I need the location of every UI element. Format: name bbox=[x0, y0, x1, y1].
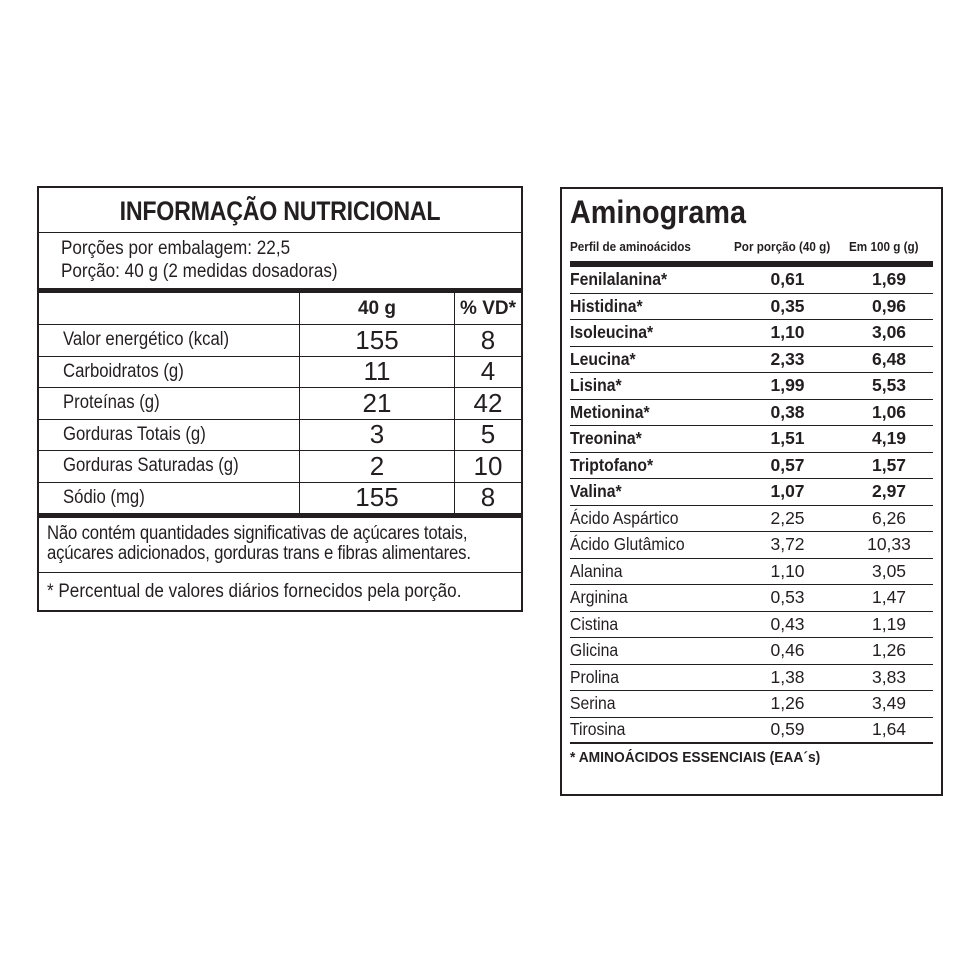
amino-name-text: Prolina bbox=[570, 666, 620, 687]
amino-name bbox=[570, 693, 730, 714]
table-row bbox=[570, 665, 933, 692]
nutrient-label-text: Proteínas (g) bbox=[63, 392, 160, 414]
amino-name-text: Metionina* bbox=[570, 401, 650, 422]
amino-name bbox=[570, 508, 730, 529]
amino-portion: 0,38 bbox=[770, 401, 805, 422]
amino-portion: 2,25 bbox=[770, 507, 805, 528]
amino-name-text: Leucina* bbox=[570, 348, 636, 369]
nutrition-header-row bbox=[39, 293, 521, 325]
nutrition-rows bbox=[39, 325, 521, 518]
amino-portion: 1,99 bbox=[770, 375, 805, 396]
nutrition-title: INFORMAÇÃO NUTRICIONAL bbox=[119, 196, 441, 226]
nutrition-note bbox=[39, 518, 521, 573]
nutrient-label bbox=[39, 420, 300, 451]
amino-name-text: Valina* bbox=[570, 481, 622, 502]
amino-per100: 10,33 bbox=[867, 534, 911, 555]
amino-name bbox=[570, 402, 730, 423]
amino-name-text: Ácido Aspártico bbox=[570, 507, 679, 528]
table-row bbox=[570, 532, 933, 559]
table-row bbox=[570, 267, 933, 294]
header-amount: 40 g bbox=[300, 293, 455, 324]
amino-name bbox=[570, 269, 730, 290]
nutrient-label-text: Gorduras Totais (g) bbox=[63, 423, 206, 445]
amino-name bbox=[570, 375, 730, 396]
amino-name-text: Cistina bbox=[570, 613, 619, 634]
table-row bbox=[39, 388, 521, 420]
nutrient-label bbox=[39, 357, 300, 388]
amino-portion: 0,46 bbox=[770, 640, 805, 661]
nutrition-footnote-text: * Percentual de valores diários fornecidos pela porção. bbox=[47, 580, 462, 602]
nutrient-dv: 8 bbox=[480, 324, 496, 355]
nutrient-label-text: Sódio (mg) bbox=[63, 486, 145, 508]
note-line-1: Não contém quantidades significativas de açúcares totais, bbox=[47, 522, 468, 544]
table-row bbox=[570, 400, 933, 427]
header-dv: % VD* bbox=[460, 297, 516, 319]
nutrient-label-text: Gorduras Saturadas (g) bbox=[63, 455, 239, 477]
amino-name bbox=[570, 428, 730, 449]
nutrition-table bbox=[39, 288, 521, 518]
amino-per100: 1,57 bbox=[871, 454, 907, 475]
nutrient-amount: 11 bbox=[300, 357, 455, 388]
table-row bbox=[39, 420, 521, 452]
amino-portion: 0,57 bbox=[770, 454, 805, 475]
nutrient-dv: 4 bbox=[480, 356, 496, 387]
amino-name bbox=[570, 561, 730, 582]
nutrient-amount: 3 bbox=[300, 420, 455, 451]
amino-name-text: Lisina* bbox=[570, 375, 622, 396]
table-row bbox=[570, 718, 933, 745]
nutrient-amount: 155 bbox=[300, 483, 455, 513]
amino-name bbox=[570, 587, 730, 608]
table-row bbox=[570, 294, 933, 321]
table-row bbox=[570, 453, 933, 480]
table-row bbox=[39, 325, 521, 357]
amino-portion: 0,43 bbox=[770, 613, 805, 634]
note-line-2: açúcares adicionados, gorduras trans e fibras alimentares. bbox=[47, 542, 471, 564]
header-portion-text: Por porção (40 g) bbox=[733, 238, 830, 254]
amino-name bbox=[570, 349, 730, 370]
amino-per100: 1,69 bbox=[871, 269, 907, 290]
amino-name bbox=[570, 322, 730, 343]
amino-name-text: Serina bbox=[570, 693, 616, 714]
amino-per100: 1,26 bbox=[871, 640, 907, 661]
servings-per-package: Porções por embalagem: 22,5 bbox=[61, 238, 291, 259]
amino-portion: 1,38 bbox=[770, 666, 805, 687]
table-row bbox=[570, 479, 933, 506]
nutrition-footnote bbox=[39, 573, 521, 603]
amino-portion: 2,33 bbox=[770, 348, 805, 369]
amino-name-text: Isoleucina* bbox=[570, 322, 654, 343]
aminogram-header-row bbox=[570, 231, 933, 267]
amino-portion: 3,72 bbox=[770, 534, 805, 555]
table-row bbox=[39, 357, 521, 389]
table-row bbox=[570, 347, 933, 374]
serving-info bbox=[39, 232, 521, 288]
amino-name-text: Histidina* bbox=[570, 295, 643, 316]
nutrient-dv: 8 bbox=[480, 482, 496, 512]
amino-per100: 0,96 bbox=[871, 295, 907, 316]
header-profile bbox=[570, 239, 725, 254]
aminogram-panel bbox=[560, 187, 943, 796]
header-100g-text: Em 100 g (g) bbox=[849, 238, 919, 254]
amino-name bbox=[570, 719, 730, 740]
amino-per100: 4,19 bbox=[871, 428, 907, 449]
amino-name-text: Treonina* bbox=[570, 428, 642, 449]
table-row bbox=[570, 612, 933, 639]
nutrient-amount: 2 bbox=[300, 451, 455, 482]
amino-per100: 1,47 bbox=[871, 587, 907, 608]
table-row bbox=[570, 638, 933, 665]
amino-portion: 0,61 bbox=[770, 269, 805, 290]
amino-name-text: Tirosina bbox=[570, 719, 626, 740]
nutrient-label-text: Carboidratos (g) bbox=[63, 360, 184, 382]
amino-name-text: Arginina bbox=[570, 587, 628, 608]
amino-per100: 3,83 bbox=[871, 666, 907, 687]
amino-name-text: Triptofano* bbox=[570, 454, 654, 475]
nutrient-label bbox=[39, 451, 300, 482]
amino-per100: 6,48 bbox=[871, 348, 907, 369]
table-row bbox=[570, 559, 933, 586]
amino-per100: 5,53 bbox=[871, 375, 907, 396]
table-row bbox=[570, 585, 933, 612]
amino-name bbox=[570, 667, 730, 688]
header-label-cell bbox=[39, 293, 300, 324]
table-row bbox=[570, 373, 933, 400]
nutrient-label bbox=[39, 483, 300, 513]
aminogram-rows bbox=[570, 267, 933, 744]
table-row bbox=[39, 483, 521, 518]
header-profile-text: Perfil de aminoácidos bbox=[570, 238, 691, 254]
amino-portion: 1,51 bbox=[770, 428, 805, 449]
header-portion bbox=[725, 239, 849, 254]
amino-portion: 0,53 bbox=[770, 587, 805, 608]
aminogram-footnote-text: * AMINOÁCIDOS ESSENCIAIS (EAA´s) bbox=[570, 749, 821, 766]
amino-per100: 2,97 bbox=[871, 481, 907, 502]
amino-name-text: Alanina bbox=[570, 560, 623, 581]
amino-per100: 1,64 bbox=[871, 719, 907, 740]
nutrition-facts-panel bbox=[37, 186, 523, 612]
nutrient-amount: 155 bbox=[300, 325, 455, 356]
amino-portion: 1,07 bbox=[770, 481, 805, 502]
amino-per100: 3,06 bbox=[871, 322, 907, 343]
amino-name bbox=[570, 534, 730, 555]
amino-per100: 1,19 bbox=[871, 613, 907, 634]
table-row bbox=[570, 691, 933, 718]
amino-portion: 0,35 bbox=[770, 295, 805, 316]
nutrient-dv: 42 bbox=[473, 387, 503, 418]
amino-portion: 1,10 bbox=[770, 322, 805, 343]
amino-per100: 6,26 bbox=[871, 507, 907, 528]
amino-name bbox=[570, 614, 730, 635]
aminogram-title: Aminograma bbox=[570, 194, 747, 230]
nutrient-label bbox=[39, 388, 300, 419]
amino-portion: 1,10 bbox=[770, 560, 805, 581]
nutrient-dv: 5 bbox=[480, 419, 496, 450]
amino-per100: 1,06 bbox=[871, 401, 907, 422]
serving-size: Porção: 40 g (2 medidas dosadoras) bbox=[61, 261, 338, 282]
aminogram-footnote bbox=[570, 744, 933, 772]
amino-per100: 3,49 bbox=[871, 693, 907, 714]
table-row bbox=[39, 451, 521, 483]
amino-portion: 0,59 bbox=[770, 719, 805, 740]
table-row bbox=[570, 320, 933, 347]
amino-name bbox=[570, 455, 730, 476]
amino-portion: 1,26 bbox=[770, 693, 805, 714]
nutrient-label-text: Valor energético (kcal) bbox=[63, 329, 230, 351]
header-100g bbox=[849, 239, 933, 254]
amino-name-text: Fenilalanina* bbox=[570, 269, 668, 290]
nutrient-dv: 10 bbox=[473, 450, 503, 481]
amino-name-text: Glicina bbox=[570, 640, 619, 661]
nutrient-label bbox=[39, 325, 300, 356]
nutrient-amount: 21 bbox=[300, 388, 455, 419]
amino-name bbox=[570, 640, 730, 661]
table-row bbox=[570, 426, 933, 453]
amino-name bbox=[570, 296, 730, 317]
amino-name bbox=[570, 481, 730, 502]
amino-per100: 3,05 bbox=[871, 560, 907, 581]
amino-name-text: Ácido Glutâmico bbox=[570, 534, 685, 555]
table-row bbox=[570, 506, 933, 533]
